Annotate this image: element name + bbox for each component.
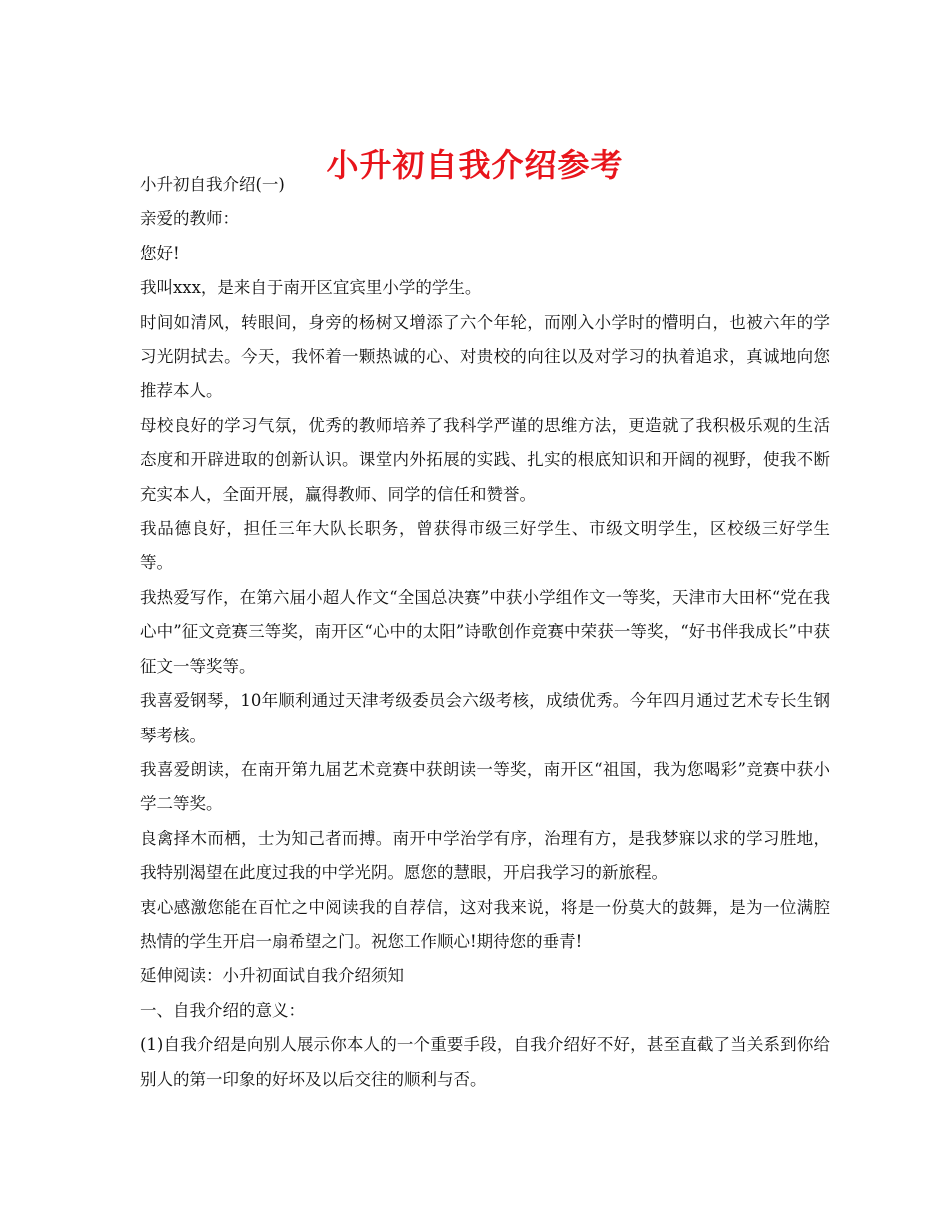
paragraph: 我喜爱钢琴，10年顺利通过天津考级委员会六级考核，成绩优秀。今年四月通过艺术专长生钢琴考核。 [140,691,830,745]
paragraph: 我叫xxx，是来自于南开区宜宾里小学的学生。 [140,278,482,298]
paragraph: 良禽择木而栖，士为知己者而搏。南开中学治学有序，治理有方，是我梦寐以求的学习胜地，我特别渴望在此度过我的中学光阴。愿您的慧眼，开启我学习的新旅程。 [140,828,830,883]
paragraph: 我热爱写作，在第六届小超人作文“全国总决赛”中获小学组作文一等奖，天津市大田杯“党在我心中”征文竞赛三等奖，南开区“心中的太阳”诗歌创作竞赛中荣获一等奖，“好书伴我成长”中获征文一等奖等。 [140,587,830,676]
paragraph: (1)自我介绍是向别人展示你本人的一个重要手段，自我介绍好不好，甚至直截了当关系到你给别人的第一印象的好坏及以后交往的顺利与否。 [140,1035,830,1089]
document-title: 小升初自我介绍参考 [326,146,624,185]
paragraph: 母校良好的学习气氛，优秀的教师培养了我科学严谨的思维方法，更造就了我积极乐观的生活态度和开辟进取的创新认识。课堂内外拓展的实践、扎实的根底知识和开阔的视野，使我不断充实本人，全面开展，赢得教师、同学的信任和赞誉。 [140,415,830,504]
paragraph: 衷心感激您能在百忙之中阅读我的自荐信，这对我来说，将是一份莫大的鼓舞，是为一位满腔热情的学生开启一扇希望之门。祝您工作顺心!期待您的垂青! [140,897,830,951]
greeting: 您好! [140,243,180,263]
paragraph: 时间如清风，转眼间，身旁的杨树又增添了六个年轮，而刚入小学时的懵明白，也被六年的学习光阴拭去。今天，我怀着一颗热诚的心、对贵校的向往以及对学习的执着追求，真诚地向您推荐本人。 [140,312,830,401]
extended-reading-heading: 延伸阅读：小升初面试自我介绍须知 [140,966,404,986]
section-heading: 小升初自我介绍(一) [140,175,285,194]
document-body [140,168,830,1097]
salutation: 亲爱的教师： [140,209,239,229]
paragraph: 我品德良好，担任三年大队长职务，曾获得市级三好学生、市级文明学生，区校级三好学生等。 [140,519,830,573]
subsection-heading: 一、自我介绍的意义： [140,1000,305,1020]
paragraph: 我喜爱朗读，在南开第九届艺术竞赛中获朗读一等奖，南开区“祖国，我为您喝彩”竞赛中获小学二等奖。 [140,759,830,814]
